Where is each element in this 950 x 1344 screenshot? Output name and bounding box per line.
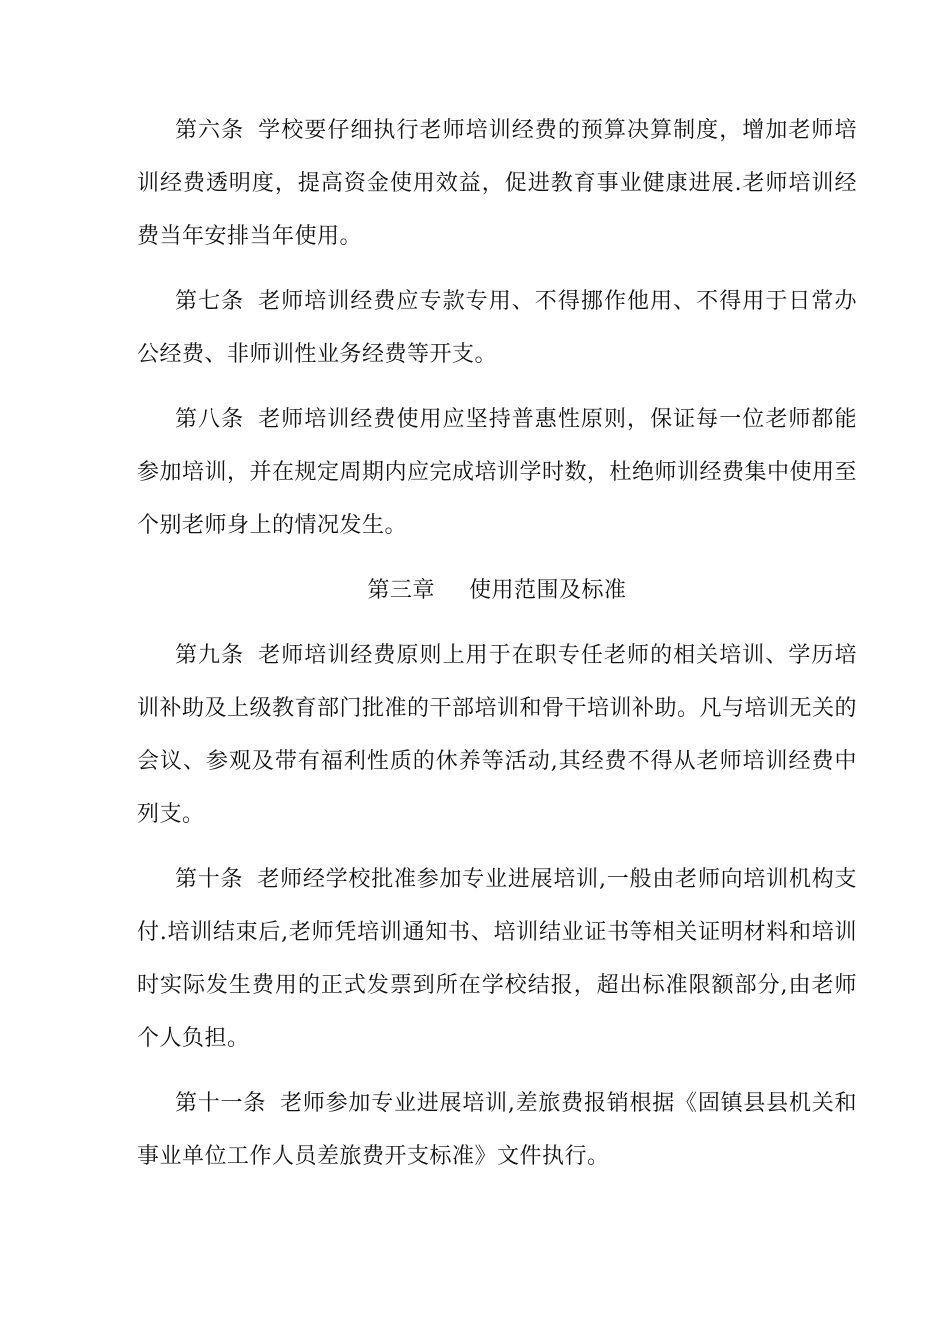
chapter-heading: [137, 564, 857, 617]
article-number: 第六条: [175, 118, 245, 143]
article-number: 第十条: [175, 867, 244, 892]
article-text: 老师经学校批准参加专业进展培训,一般由老师向培训机构支付.培训结束后,老师凭培训通知书、培训结业证书等相关证明材料和培训时实际发生费用的正式发票到所在学校结报，超出标准限额部分,由老师个人负担。: [137, 867, 857, 1051]
article-8: [137, 393, 857, 552]
article-10: [137, 853, 857, 1065]
article-6: [137, 104, 857, 263]
article-7: [137, 275, 857, 381]
article-number: 第十一条: [175, 1091, 267, 1116]
article-11: [137, 1077, 857, 1183]
article-text: 老师培训经费应专款专用、不得挪作他用、不得用于日常办公经费、非师训性业务经费等开支。: [137, 289, 857, 367]
article-number: 第八条: [175, 407, 245, 432]
article-text: 老师参加专业进展培训,差旅费报销根据《固镇县县机关和事业单位工作人员差旅费开支标准》文件执行。: [137, 1091, 857, 1169]
article-text: 老师培训经费使用应坚持普惠性原则，保证每一位老师都能参加培训，并在规定周期内应完成培训学时数，杜绝师训经费集中使用至个别老师身上的情况发生。: [137, 407, 858, 538]
chapter-number: 第三章: [367, 578, 435, 603]
article-9: [137, 629, 857, 841]
article-text: 老师培训经费原则上用于在职专任老师的相关培训、学历培训补助及上级教育部门批准的干部培训和骨干培训补助。凡与培训无关的会议、参观及带有福利性质的休养等活动,其经费不得从老师培训经费中列支。: [137, 643, 858, 827]
document-body: [137, 104, 857, 1183]
article-text: 学校要仔细执行老师培训经费的预算决算制度，增加老师培训经费透明度，提高资金使用效益，促进教育事业健康进展.老师培训经费当年安排当年使用。: [137, 118, 857, 249]
article-number: 第七条: [175, 289, 245, 314]
article-number: 第九条: [175, 643, 245, 668]
chapter-title: 使用范围及标准: [469, 578, 627, 603]
